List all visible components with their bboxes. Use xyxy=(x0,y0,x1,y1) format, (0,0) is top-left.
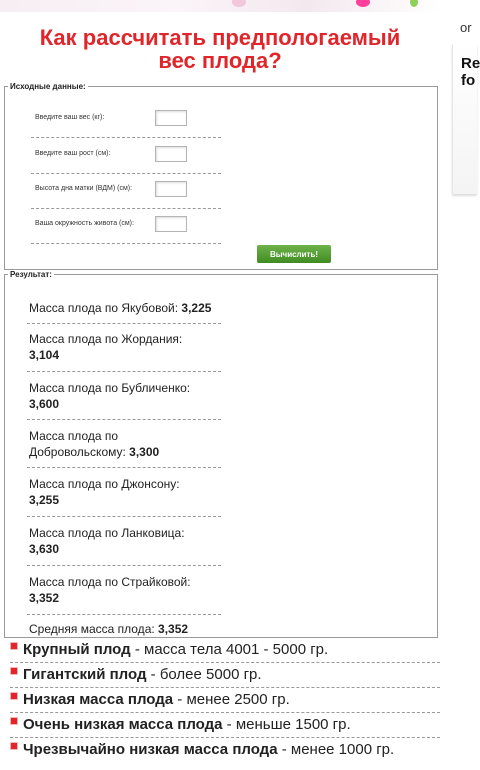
input-data-panel xyxy=(4,82,438,270)
flower-decoration xyxy=(356,0,370,7)
result-row-lankovic: Масса плода по Ланковица: 3,630 xyxy=(27,518,221,566)
list-item: Чрезвычайно низкая масса плода - менее 1000 гр. xyxy=(10,738,440,762)
list-item: Гигантский плод - более 5000 гр. xyxy=(10,663,440,688)
height-input[interactable] xyxy=(155,146,187,162)
ad-label: or xyxy=(460,20,472,35)
fundal-height-label: Высота дна матки (ВДМ) (см): xyxy=(35,185,133,192)
result-row-bublichenko: Масса плода по Бубличенко: 3,600 xyxy=(27,373,221,420)
list-item: Крупный плод - масса тела 4001 - 5000 гр. xyxy=(10,638,440,663)
fundal-height-input[interactable] xyxy=(155,181,187,197)
result-row-zhordania: Масса плода по Жордания: 3,104 xyxy=(27,325,221,372)
bullet-icon xyxy=(10,642,18,650)
result-row-average: Средняя масса плода: 3,352 xyxy=(29,622,189,636)
list-item: Очень низкая масса плода - меньше 1500 гр. xyxy=(10,713,440,738)
weight-input[interactable] xyxy=(155,110,187,126)
bullet-icon xyxy=(10,717,18,725)
results-legend: Результат: xyxy=(10,270,52,279)
weight-label: Введите ваш вес (кг): xyxy=(35,114,105,121)
fundal-height-row xyxy=(31,172,221,209)
bullet-icon xyxy=(10,742,18,750)
result-row-yakubova: Масса плода по Якубовой: 3,225 xyxy=(27,293,221,324)
bullet-icon xyxy=(10,667,18,675)
height-row xyxy=(31,137,221,174)
result-row-dobrovolsky: Масса плода по Добровольскому: 3,300 xyxy=(27,421,221,468)
abdomen-input[interactable] xyxy=(155,216,187,232)
header-decoration xyxy=(0,0,440,12)
sidebar-cutoff xyxy=(452,0,480,200)
bullet-icon xyxy=(10,692,18,700)
page-title-line-2: вес плода? xyxy=(158,48,282,73)
sidebar-card-heading: Re fo xyxy=(461,55,480,89)
abdomen-row xyxy=(31,207,221,244)
calculate-button[interactable]: Вычислить! xyxy=(257,245,331,263)
abdomen-label: Ваша окружность живота (см): xyxy=(35,220,134,227)
flower-decoration xyxy=(232,0,246,7)
input-data-legend: Исходные данные: xyxy=(10,82,86,91)
page-title xyxy=(0,26,440,72)
height-label: Введите ваш рост (см): xyxy=(35,150,111,157)
weight-row xyxy=(31,101,221,138)
result-row-straykova: Масса плода по Страйковой: 3,352 xyxy=(27,567,221,615)
list-item: Низкая масса плода - менее 2500 гр. xyxy=(10,688,440,713)
page-title-line-1: Как рассчитать предпологаемый xyxy=(39,25,401,50)
results-panel xyxy=(4,270,438,638)
result-row-johnson: Масса плода по Джонсону: 3,255 xyxy=(27,469,221,517)
leaf-decoration xyxy=(410,0,418,7)
